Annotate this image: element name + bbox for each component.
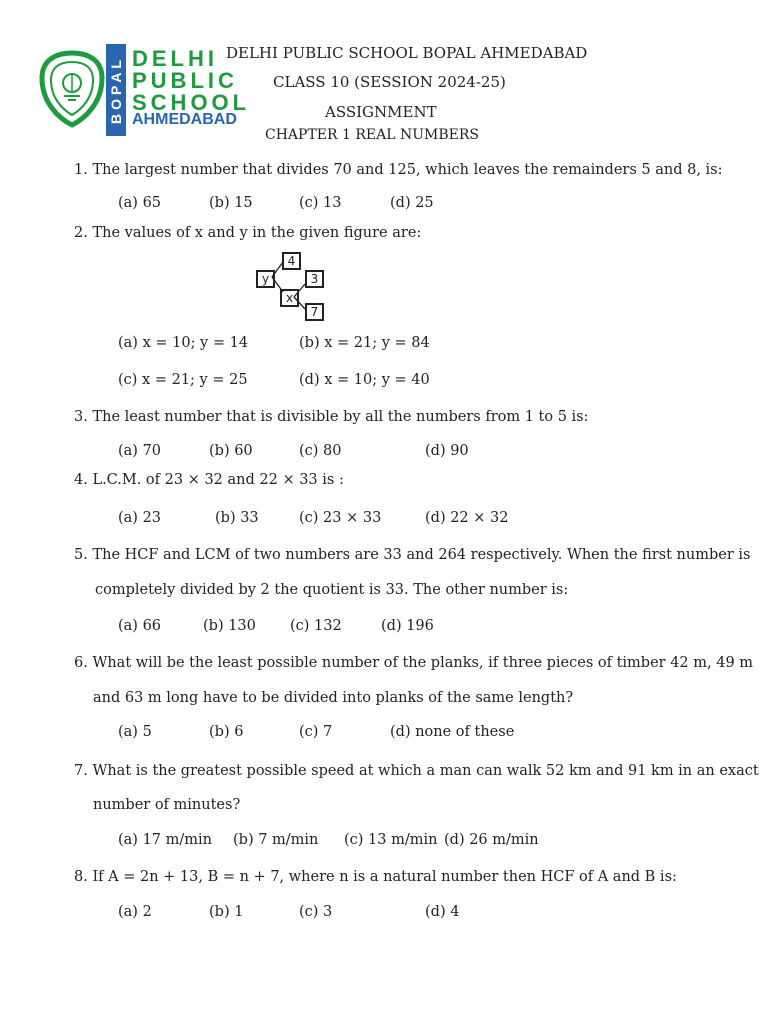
q7-option-a: (a) 17 m/min <box>118 832 212 848</box>
q3-option-a: (a) 70 <box>118 443 162 459</box>
q6-option-b: (b) 6 <box>209 724 244 740</box>
q3-option-b: (b) 60 <box>209 443 253 459</box>
logo-city: AHMEDABAD <box>132 111 237 128</box>
figure-box-7: 7 <box>305 303 324 321</box>
q4-option-a: (a) 23 <box>118 510 162 526</box>
logo-word-school: SCHOOL <box>132 90 251 115</box>
q3-option-d: (d) 90 <box>425 443 469 459</box>
q2-option-d: (d) x = 10; y = 40 <box>299 372 430 388</box>
q5-option-a: (a) 66 <box>118 618 162 634</box>
q2-option-b: (b) x = 21; y = 84 <box>299 335 430 351</box>
q1-option-b: (b) 15 <box>209 195 253 211</box>
q1-option-a: (a) 65 <box>118 195 162 211</box>
question-1: 1. The largest number that divides 70 and 125, which leaves the remainders 5 and 8, is: <box>74 162 723 178</box>
logo-side-text: BOPAL <box>108 56 124 124</box>
q5-option-d: (d) 196 <box>381 618 434 634</box>
question-6: 6. What will be the least possible number of the planks, if three pieces of timber 42 m, 49 m <box>74 655 754 671</box>
assignment-title: ASSIGNMENT <box>325 103 437 121</box>
q8-option-d: (d) 4 <box>425 904 460 920</box>
q4-option-b: (b) 33 <box>215 510 259 526</box>
school-name: DELHI PUBLIC SCHOOL BOPAL AHMEDABAD <box>226 44 588 62</box>
question-7: 7. What is the greatest possible speed at which a man can walk 52 km and 91 km in an exact <box>74 763 759 779</box>
logo-word-public: PUBLIC <box>132 68 238 93</box>
school-crest-icon <box>38 50 106 128</box>
question-5: 5. The HCF and LCM of two numbers are 33 and 264 respectively. When the first number is <box>74 547 751 563</box>
q2-option-c: (c) x = 21; y = 25 <box>118 372 248 388</box>
q4-option-d: (d) 22 × 32 <box>425 510 509 526</box>
q2-option-a: (a) x = 10; y = 14 <box>118 335 249 351</box>
q8-option-c: (c) 3 <box>299 904 333 920</box>
question-5-continued: completely divided by 2 the quotient is 33. The other number is: <box>95 582 569 598</box>
q6-option-a: (a) 5 <box>118 724 152 740</box>
q3-option-c: (c) 80 <box>299 443 342 459</box>
q7-option-c: (c) 13 m/min <box>344 832 438 848</box>
q5-option-b: (b) 130 <box>203 618 256 634</box>
q5-option-c: (c) 132 <box>290 618 342 634</box>
q6-option-d: (d) none of these <box>390 724 515 740</box>
q6-option-c: (c) 7 <box>299 724 333 740</box>
chapter-title: CHAPTER 1 REAL NUMBERS <box>265 127 479 143</box>
q1-option-d: (d) 25 <box>390 195 434 211</box>
question-8: 8. If A = 2n + 13, B = n + 7, where n is a natural number then HCF of A and B is: <box>74 869 677 885</box>
figure-box-y: y <box>256 270 275 288</box>
logo-side-bar <box>106 44 126 136</box>
question-3: 3. The least number that is divisible by all the numbers from 1 to 5 is: <box>74 409 589 425</box>
q1-option-c: (c) 13 <box>299 195 342 211</box>
q7-option-b: (b) 7 m/min <box>233 832 319 848</box>
question-4: 4. L.C.M. of 23 × 32 and 22 × 33 is : <box>74 472 344 488</box>
class-session: CLASS 10 (SESSION 2024-25) <box>273 73 506 91</box>
q8-option-a: (a) 2 <box>118 904 152 920</box>
figure-box-3: 3 <box>305 270 324 288</box>
question-2: 2. The values of x and y in the given figure are: <box>74 225 422 241</box>
logo-word-delhi: DELHI <box>132 46 218 71</box>
q7-option-d: (d) 26 m/min <box>444 832 539 848</box>
q4-option-c: (c) 23 × 33 <box>299 510 382 526</box>
question-6-continued: and 63 m long have to be divided into planks of the same length? <box>93 690 574 706</box>
figure-box-x: x <box>280 289 299 307</box>
figure-box-4: 4 <box>282 252 301 270</box>
q8-option-b: (b) 1 <box>209 904 244 920</box>
question-7-continued: number of minutes? <box>93 797 241 813</box>
